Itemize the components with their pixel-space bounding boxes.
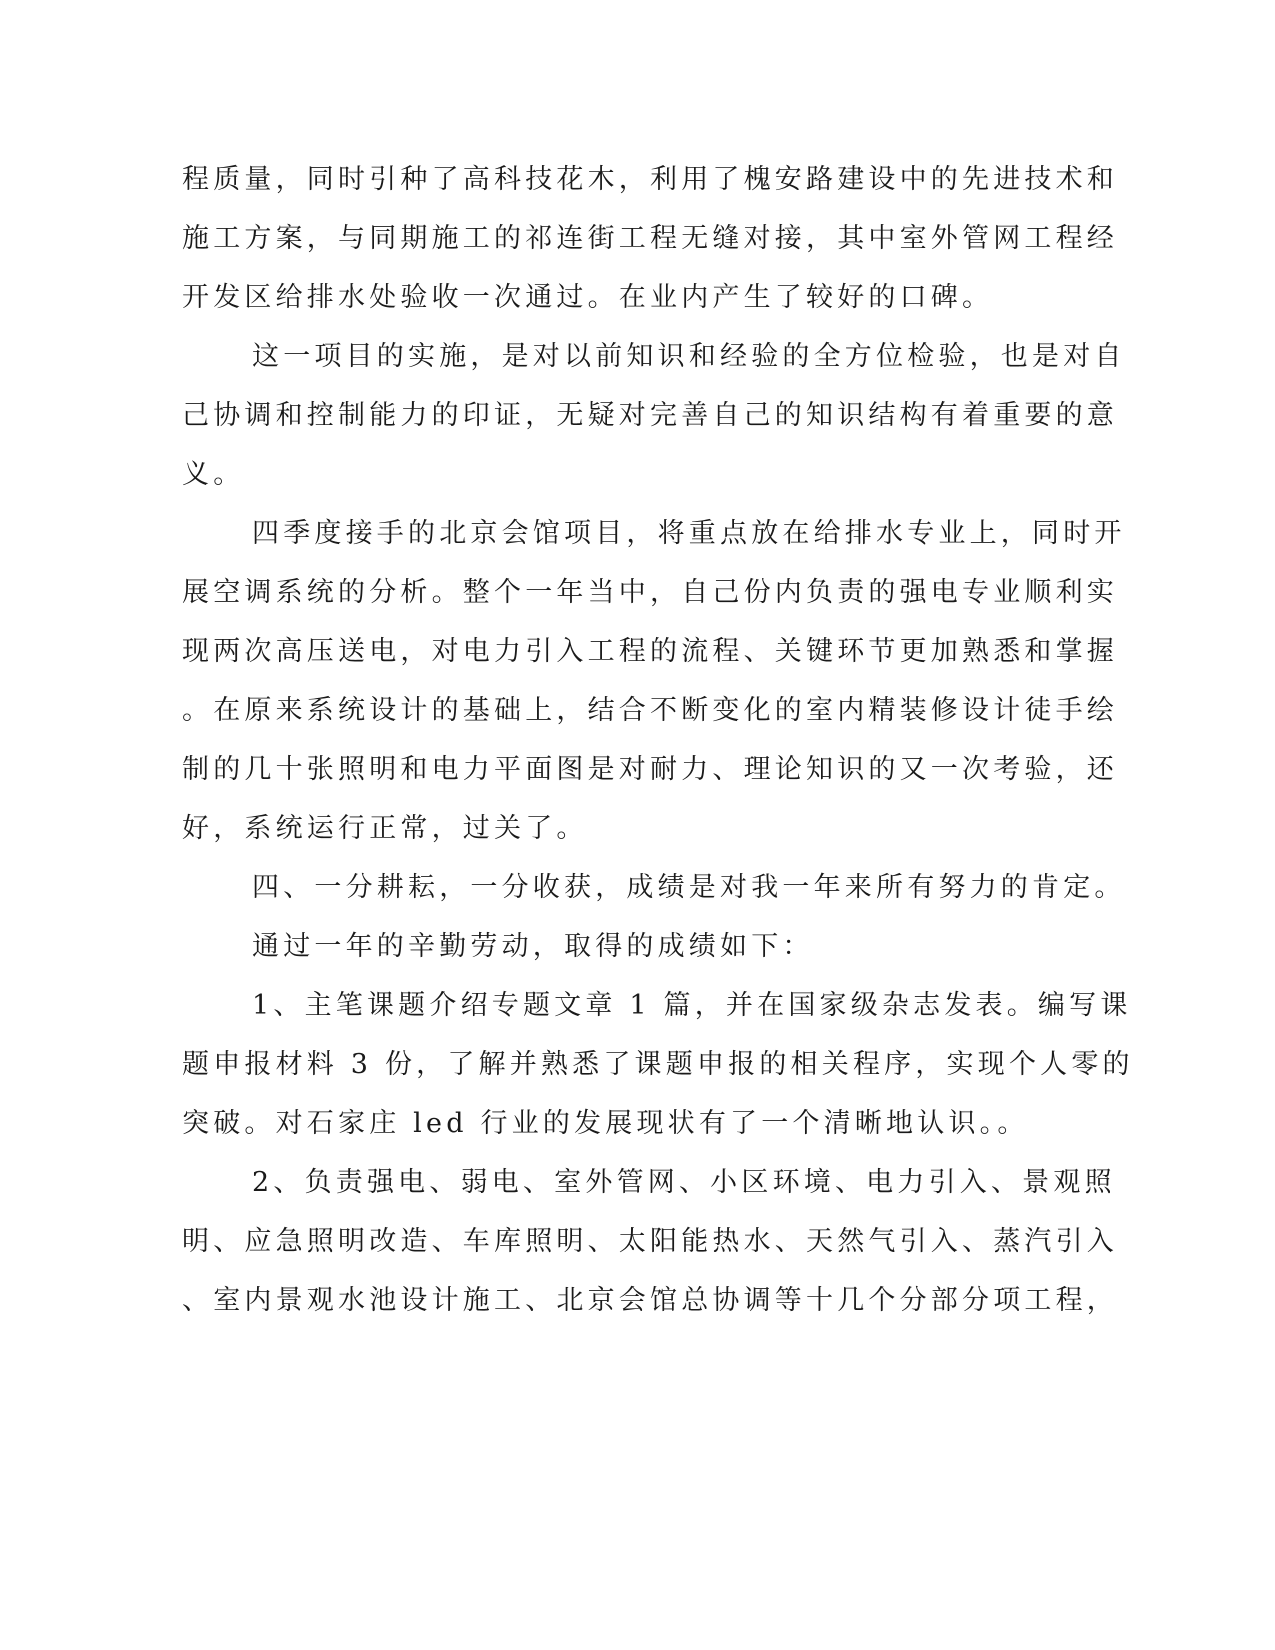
text-line-11: 制的几十张照明和电力平面图是对耐力、理论知识的又一次考验，还 xyxy=(182,754,1118,785)
text-line-18: 2、负责强电、弱电、室外管网、小区环境、电力引入、景观照 xyxy=(252,1167,1116,1198)
text-line-13: 四、一分耕耘，一分收获，成绩是对我一年来所有努力的肯定。 xyxy=(252,872,1126,903)
text-line-7: 四季度接手的北京会馆项目，将重点放在给排水专业上，同时开 xyxy=(252,518,1126,549)
text-line-15: 1、主笔课题介绍专题文章 1 篇，并在国家级杂志发表。编写课 xyxy=(252,990,1132,1021)
text-line-4: 这一项目的实施，是对以前知识和经验的全方位检验，也是对自 xyxy=(252,341,1126,372)
text-line-17: 突破。对石家庄 led 行业的发展现状有了一个清晰地认识。。 xyxy=(182,1108,1029,1139)
text-line-10: 。在原来系统设计的基础上，结合不断变化的室内精装修设计徒手绘 xyxy=(182,695,1118,726)
text-line-16: 题申报材料 3 份，了解并熟悉了课题申报的相关程序，实现个人零的 xyxy=(182,1049,1134,1080)
text-line-5: 己协调和控制能力的印证，无疑对完善自己的知识结构有着重要的意 xyxy=(182,400,1118,431)
text-line-14: 通过一年的辛勤劳动，取得的成绩如下： xyxy=(252,931,814,962)
text-line-6: 义。 xyxy=(182,459,245,490)
text-line-2: 施工方案，与同期施工的祁连街工程无缝对接，其中室外管网工程经 xyxy=(182,223,1118,254)
text-line-8: 展空调系统的分析。整个一年当中，自己份内负责的强电专业顺利实 xyxy=(182,577,1118,608)
text-line-1: 程质量，同时引种了高科技花木，利用了槐安路建设中的先进技术和 xyxy=(182,164,1118,195)
text-line-20: 、室内景观水池设计施工、北京会馆总协调等十几个分部分项工程， xyxy=(182,1285,1118,1316)
text-line-3: 开发区给排水处验收一次通过。在业内产生了较好的口碑。 xyxy=(182,282,994,313)
text-line-12: 好，系统运行正常，过关了。 xyxy=(182,813,588,844)
text-line-19: 明、应急照明改造、车库照明、太阳能热水、天然气引入、蒸汽引入 xyxy=(182,1226,1118,1257)
text-line-9: 现两次高压送电，对电力引入工程的流程、关键环节更加熟悉和掌握 xyxy=(182,636,1118,667)
